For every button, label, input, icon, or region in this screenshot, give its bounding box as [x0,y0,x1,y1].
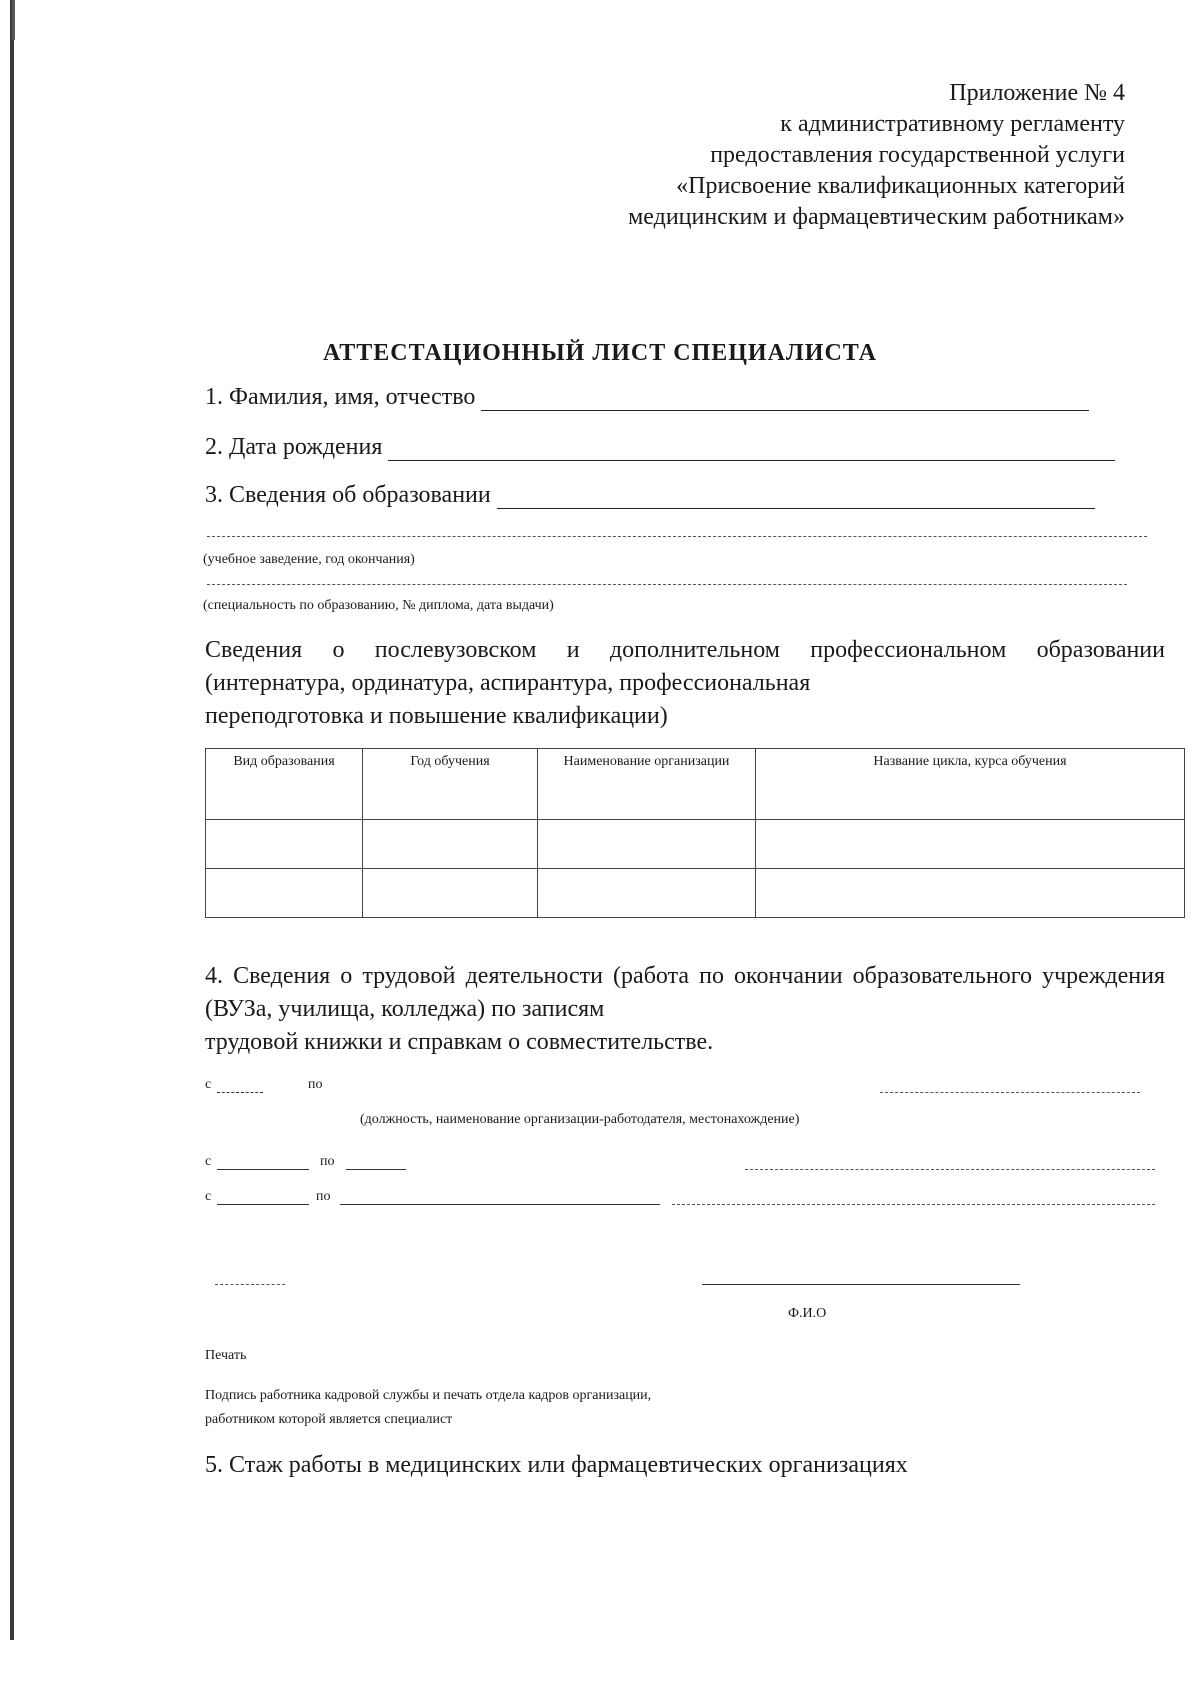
postgrad-text: Сведения о послевузовском и дополнительном профессиональном образовании (интернатура, ординатура, аспирантура, профессиональная [205,637,1165,696]
table-header-row [206,749,1185,820]
appendix-line: Приложение № 4 [949,80,1125,106]
to-date-line[interactable] [340,1204,660,1205]
to-label: по [308,1077,323,1092]
work-hint: (должность, наименование организации-работодателя, местонахождение) [360,1112,800,1127]
experience-heading: 5. Стаж работы в медицинских или фармацевтических организациях [205,1452,908,1478]
stamp-label: Печать [205,1348,247,1363]
table-cell[interactable] [363,820,538,869]
specialty-hint: (специальность по образованию, № диплома, дата выдачи) [203,598,554,613]
education-table [205,748,1185,918]
education-label: 3. Сведения об образовании [205,482,491,508]
table-cell[interactable] [206,820,363,869]
to-date-line[interactable] [346,1169,406,1170]
fio-label: 1. Фамилия, имя, отчество [205,384,476,410]
document-title: АТТЕСТАЦИОННЫЙ ЛИСТ СПЕЦИАЛИСТА [323,340,877,366]
signature-line[interactable] [215,1284,285,1285]
appendix-line: медицинским и фармацевтическим работникам» [628,204,1125,230]
table-cell[interactable] [538,869,756,918]
specialty-line[interactable] [207,584,1127,585]
table-cell[interactable] [756,820,1185,869]
education-line[interactable] [497,484,1095,509]
to-label: по [320,1154,335,1169]
to-label: по [316,1189,331,1204]
postgrad-paragraph [205,634,1165,733]
table-cell[interactable] [206,869,363,918]
fio-line[interactable] [481,386,1089,411]
table-header-cell: Вид образования [206,749,363,820]
work-text: 4. Сведения о трудовой деятельности (работа по окончании образовательного учреждения (ВУЗа, училища, колледжа) по записям [205,963,1165,1022]
position-line[interactable] [672,1204,1155,1205]
appendix-line: «Присвоение квалификационных категорий [676,173,1125,199]
table-header-cell: Название цикла, курса обучения [756,749,1185,820]
from-date-line[interactable] [217,1169,309,1170]
appendix-line: к административному регламенту [780,111,1125,137]
from-label: с [205,1154,212,1169]
from-label: с [205,1077,212,1092]
from-date-line[interactable] [217,1092,263,1093]
hr-signature-note-2: работником которой является специалист [205,1412,453,1427]
from-label: с [205,1189,212,1204]
birth-date-line[interactable] [388,436,1115,461]
page-corner-mark [12,0,25,40]
education-field[interactable] [205,482,1095,509]
work-paragraph [205,960,1165,1059]
table-row [206,869,1185,918]
birth-date-label: 2. Дата рождения [205,434,383,460]
position-line[interactable] [880,1092,1140,1093]
table-row [206,820,1185,869]
fio-caption: Ф.И.О [788,1306,827,1321]
institution-hint: (учебное заведение, год окончания) [203,552,415,567]
fio-field[interactable] [205,384,1089,411]
fio-signature-line[interactable] [702,1284,1020,1285]
table-header-cell: Год обучения [363,749,538,820]
birth-date-field[interactable] [205,434,1115,461]
from-date-line[interactable] [217,1204,309,1205]
institution-line[interactable] [207,536,1147,537]
work-last-line: трудовой книжки и справкам о совместительстве. [205,1029,714,1055]
page-left-edge [10,0,14,1640]
table-header-cell: Наименование организации [538,749,756,820]
hr-signature-note: Подпись работника кадровой службы и печать отдела кадров организации, [205,1388,652,1403]
appendix-line: предоставления государственной услуги [710,142,1125,168]
position-line[interactable] [745,1169,1155,1170]
table-cell[interactable] [363,869,538,918]
table-cell[interactable] [538,820,756,869]
table-cell[interactable] [756,869,1185,918]
postgrad-last-line: переподготовка и повышение квалификации) [205,703,668,729]
